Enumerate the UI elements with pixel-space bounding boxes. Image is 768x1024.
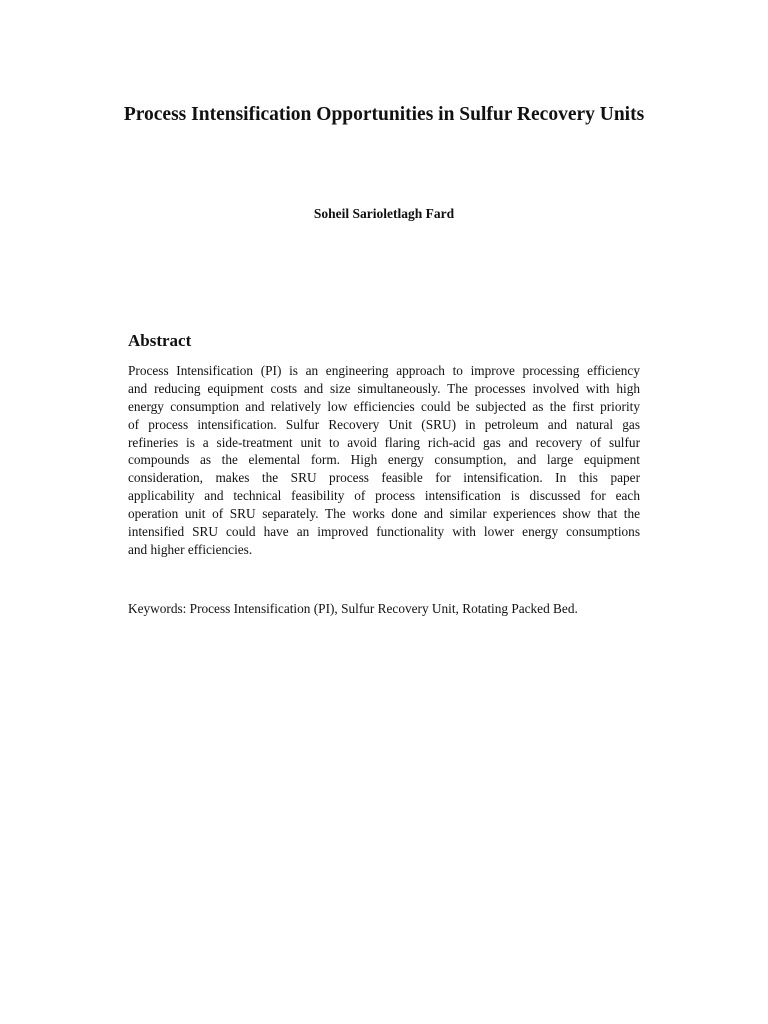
keywords: Keywords: Process Intensification (PI), Sulfur Recovery Unit, Rotating Packed Bed. — [128, 601, 578, 616]
abstract-body — [128, 362, 640, 559]
abstract-line: compounds as the elemental form. High energy consumption, and large equipment — [128, 452, 640, 468]
abstract-line: operation unit of SRU separately. The works done and similar experiences show that the — [128, 506, 640, 522]
abstract-line: intensified SRU could have an improved functionality with lower energy consumptions — [128, 524, 640, 540]
abstract-line: and higher efficiencies. — [128, 541, 253, 557]
abstract-line: applicability and technical feasibility of process intensification is discussed for each — [128, 488, 640, 504]
abstract-line: refineries is a side-treatment unit to avoid flaring rich-acid gas and recovery of sulfur — [128, 434, 640, 450]
abstract-line: Process Intensification (PI) is an engineering approach to improve processing efficiency — [128, 363, 640, 378]
abstract-line: energy consumption and relatively low efficiencies could be subjected as the first priority — [128, 398, 640, 414]
abstract-line: consideration, makes the SRU process feasible for intensification. In this paper — [128, 470, 640, 486]
author-name: Soheil Sarioletlagh Fard — [313, 206, 455, 221]
abstract-heading: Abstract — [128, 331, 192, 350]
abstract-line: of process intensification. Sulfur Recovery Unit (SRU) in petroleum and natural gas — [128, 416, 640, 432]
abstract-line: and reducing equipment costs and size simultaneously. The processes involved with high — [128, 380, 640, 396]
paper-title: Process Intensification Opportunities in Sulfur Recovery Units — [123, 104, 645, 125]
